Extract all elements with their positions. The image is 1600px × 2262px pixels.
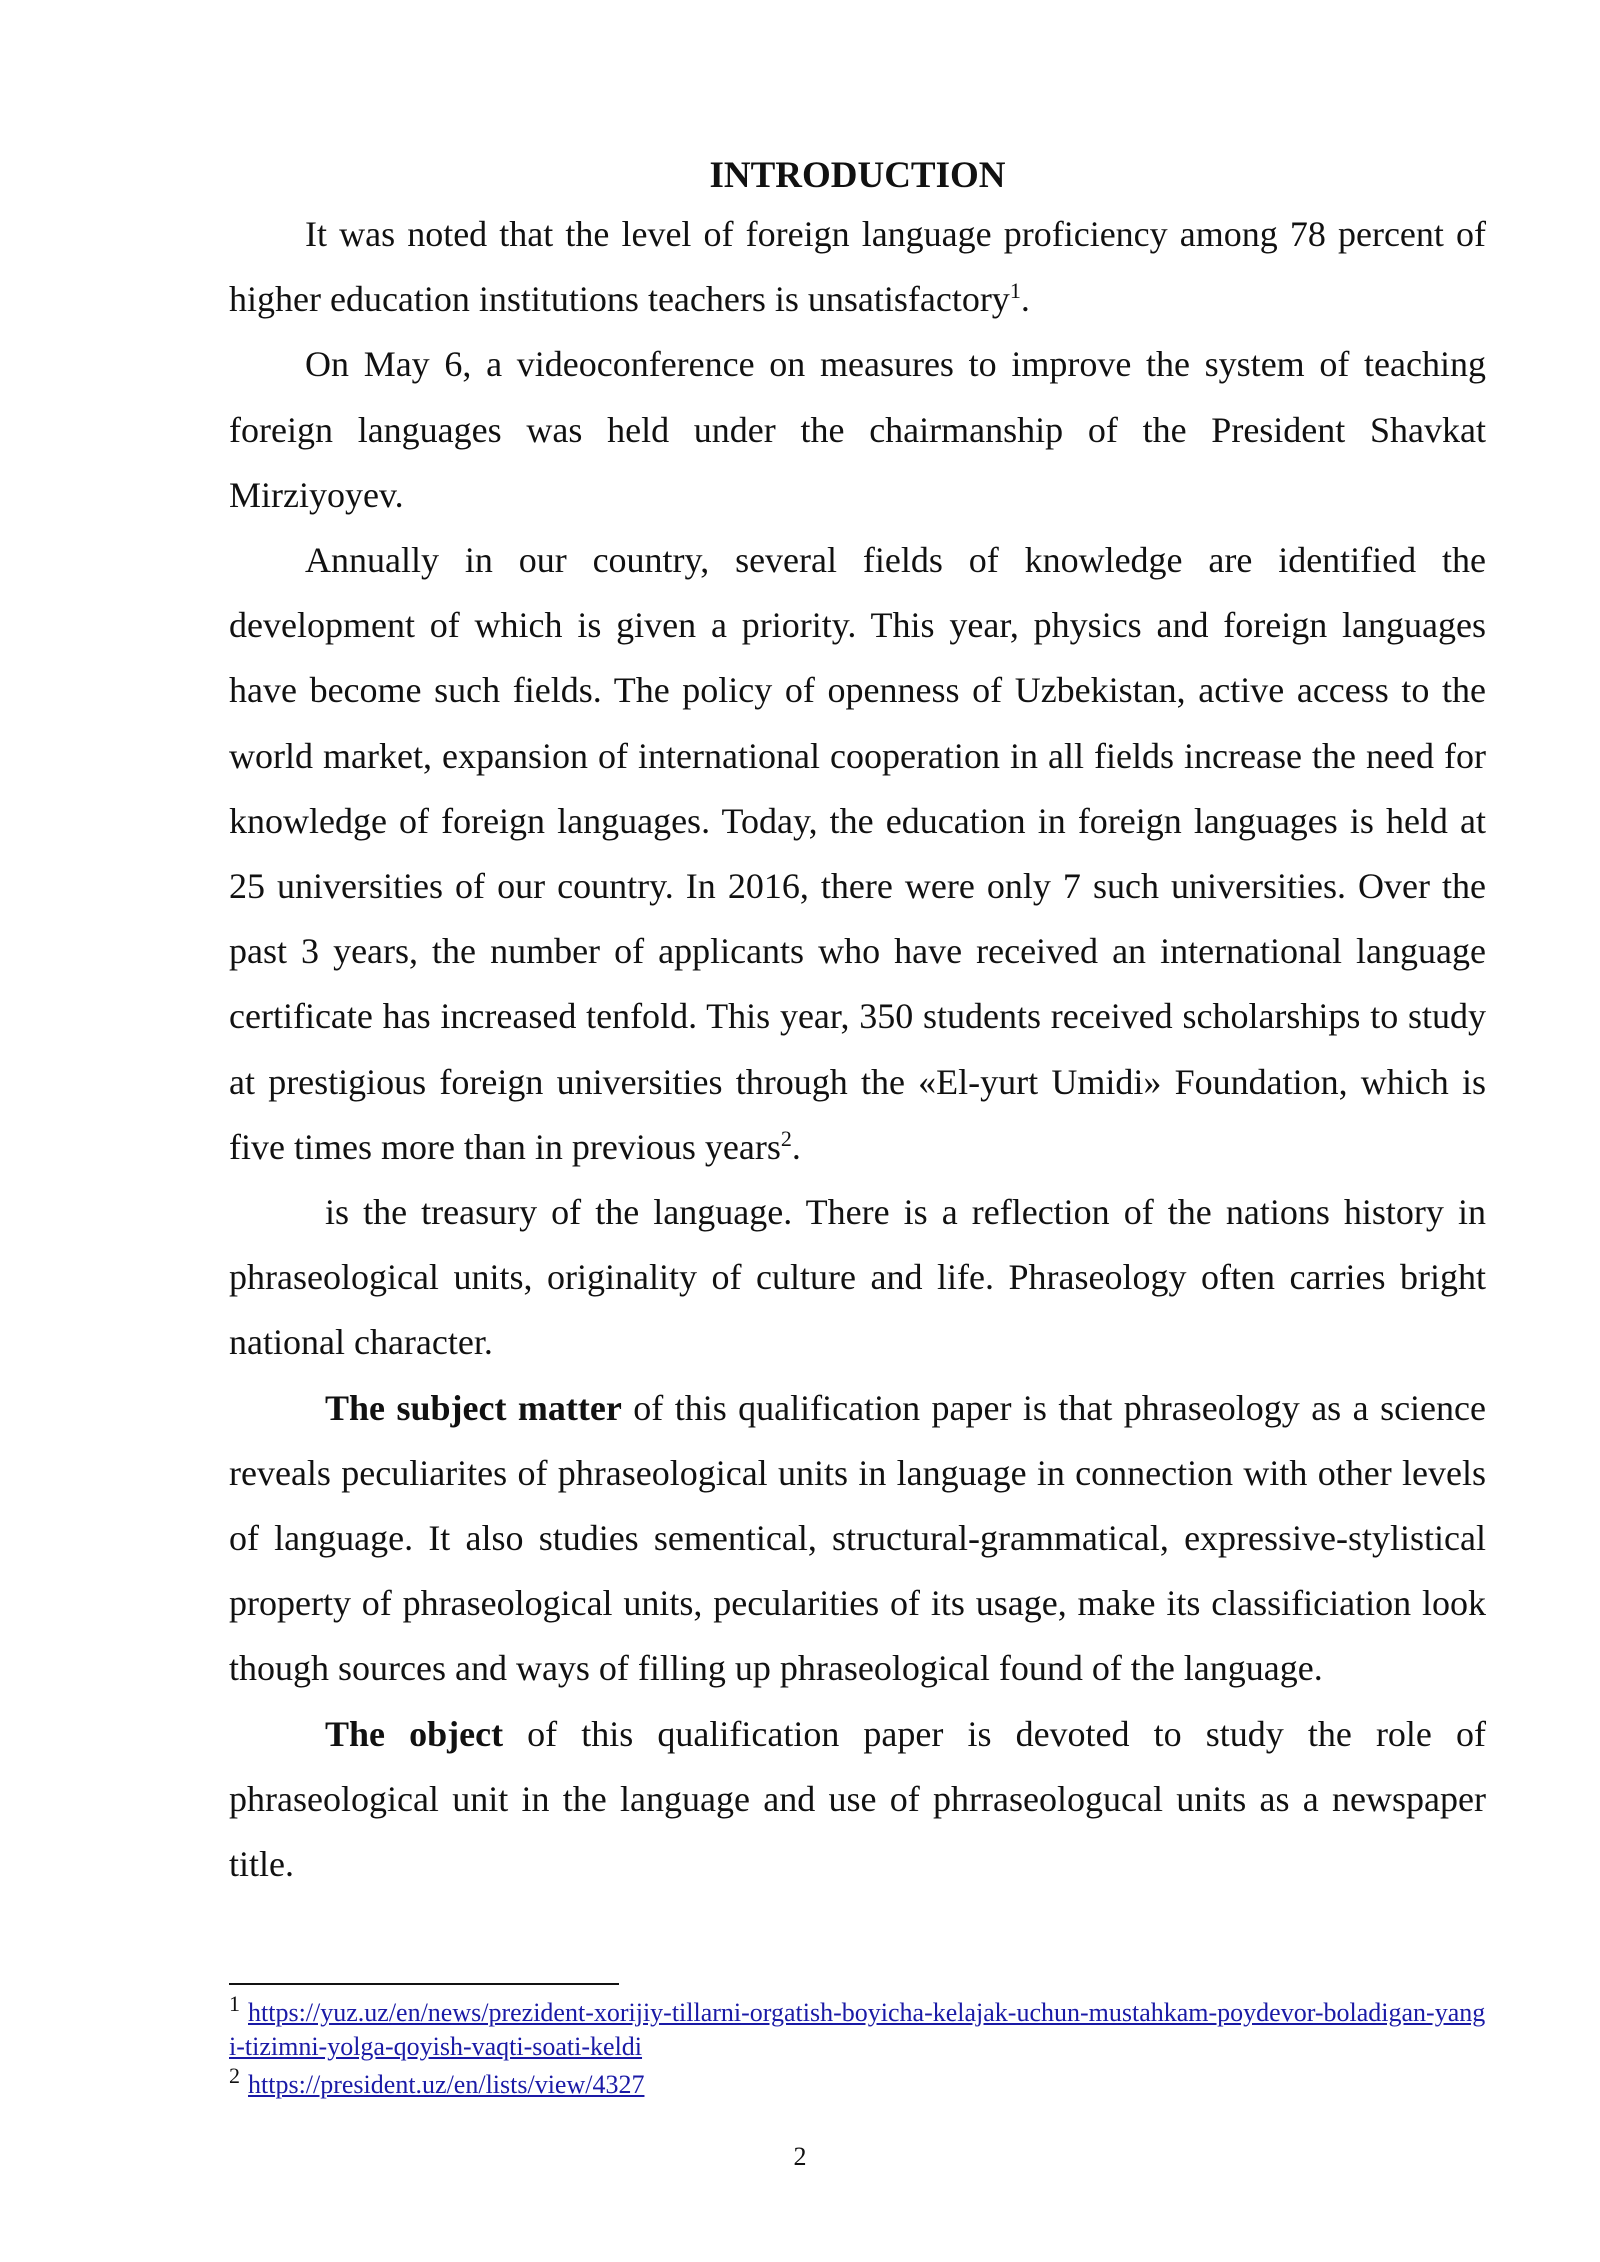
footnote-ref-1[interactable]: 1	[1009, 278, 1021, 304]
subject-matter-text: of this qualification paper is that phraseology as a science reveals peculiarites of phraseological units in language in connection with other levels of language. It also studies sementical, structural-grammatical, expressive-stylistical property of phraseological units, pecularities of its usage, make its classificiation look though sources and ways of filling up phraseological found of the language.	[229, 1387, 1486, 1689]
paragraph-treasury: is the treasury of the language. There is a reflection of the nations history in phraseological units, originality of culture and life. Phraseology often carries bright national character.	[229, 1192, 1486, 1363]
paragraph-priority-fields-text: Annually in our country, several fields of knowledge are identified the development of which is given a priority. This year, physics and foreign languages have become such fields. The policy of openness of Uzbekistan, active access to the world market, expansion of international cooperation in all fields increase the need for knowledge of foreign languages. Today, the education in foreign languages is held at 25 universities of our country. In 2016, there were only 7 such universities. Over the past 3 years, the number of applicants who have received an international language certificate has increased tenfold. This year, 350 students received scholarships to study at prestigious foreign universities through the «El-yurt Umidi» Foundation, which is five times more than in previous years	[229, 540, 1486, 1167]
footnote-divider	[229, 1983, 619, 1985]
paragraph-videoconference: On May 6, a videoconference on measures to improve the system of teaching foreign languages was held under the chairmanship of the President Shavkat Mirziyoyev.	[229, 344, 1486, 515]
footnote-1	[229, 1991, 1491, 2064]
page-title: INTRODUCTION	[709, 155, 1006, 196]
paragraph-object	[229, 1702, 1486, 1898]
object-text: of this qualification paper is devoted to study the role of phraseological unit in the language and use of phrraseologucal units as a newspaper title.	[229, 1713, 1486, 1885]
paragraph-subject-matter	[229, 1376, 1486, 1702]
footnote-number-1: 1	[229, 1991, 240, 2017]
object-heading: The object	[325, 1713, 504, 1754]
paragraph-proficiency	[229, 202, 1486, 332]
footnote-2	[229, 2063, 1491, 2102]
footnote-number-2: 2	[229, 2063, 240, 2089]
paragraph-priority-fields-end: .	[791, 1126, 801, 1167]
footnotes	[229, 1991, 1491, 2106]
footnote-ref-2[interactable]: 2	[780, 1125, 792, 1151]
footnote-link-1[interactable]: https://yuz.uz/en/news/prezident-xorijiy-tillarni-orgatish-boyicha-kelajak-uchun-mustahkam-poydevor-boladigan-yangi-tizimni-yolga-qoyish-vaqti-soati-keldi	[229, 1998, 1486, 2061]
page-number: 2	[793, 2142, 807, 2171]
paragraph-proficiency-end: .	[1020, 279, 1030, 320]
paragraph-priority-fields	[229, 528, 1486, 1180]
subject-matter-heading: The subject matter	[325, 1387, 622, 1428]
footnote-link-2[interactable]: https://president.uz/en/lists/view/4327	[248, 2070, 645, 2099]
paragraph-proficiency-text: It was noted that the level of foreign language proficiency among 78 percent of higher education institutions teachers is unsatisfactory	[229, 214, 1486, 320]
main-content	[229, 150, 1486, 1897]
